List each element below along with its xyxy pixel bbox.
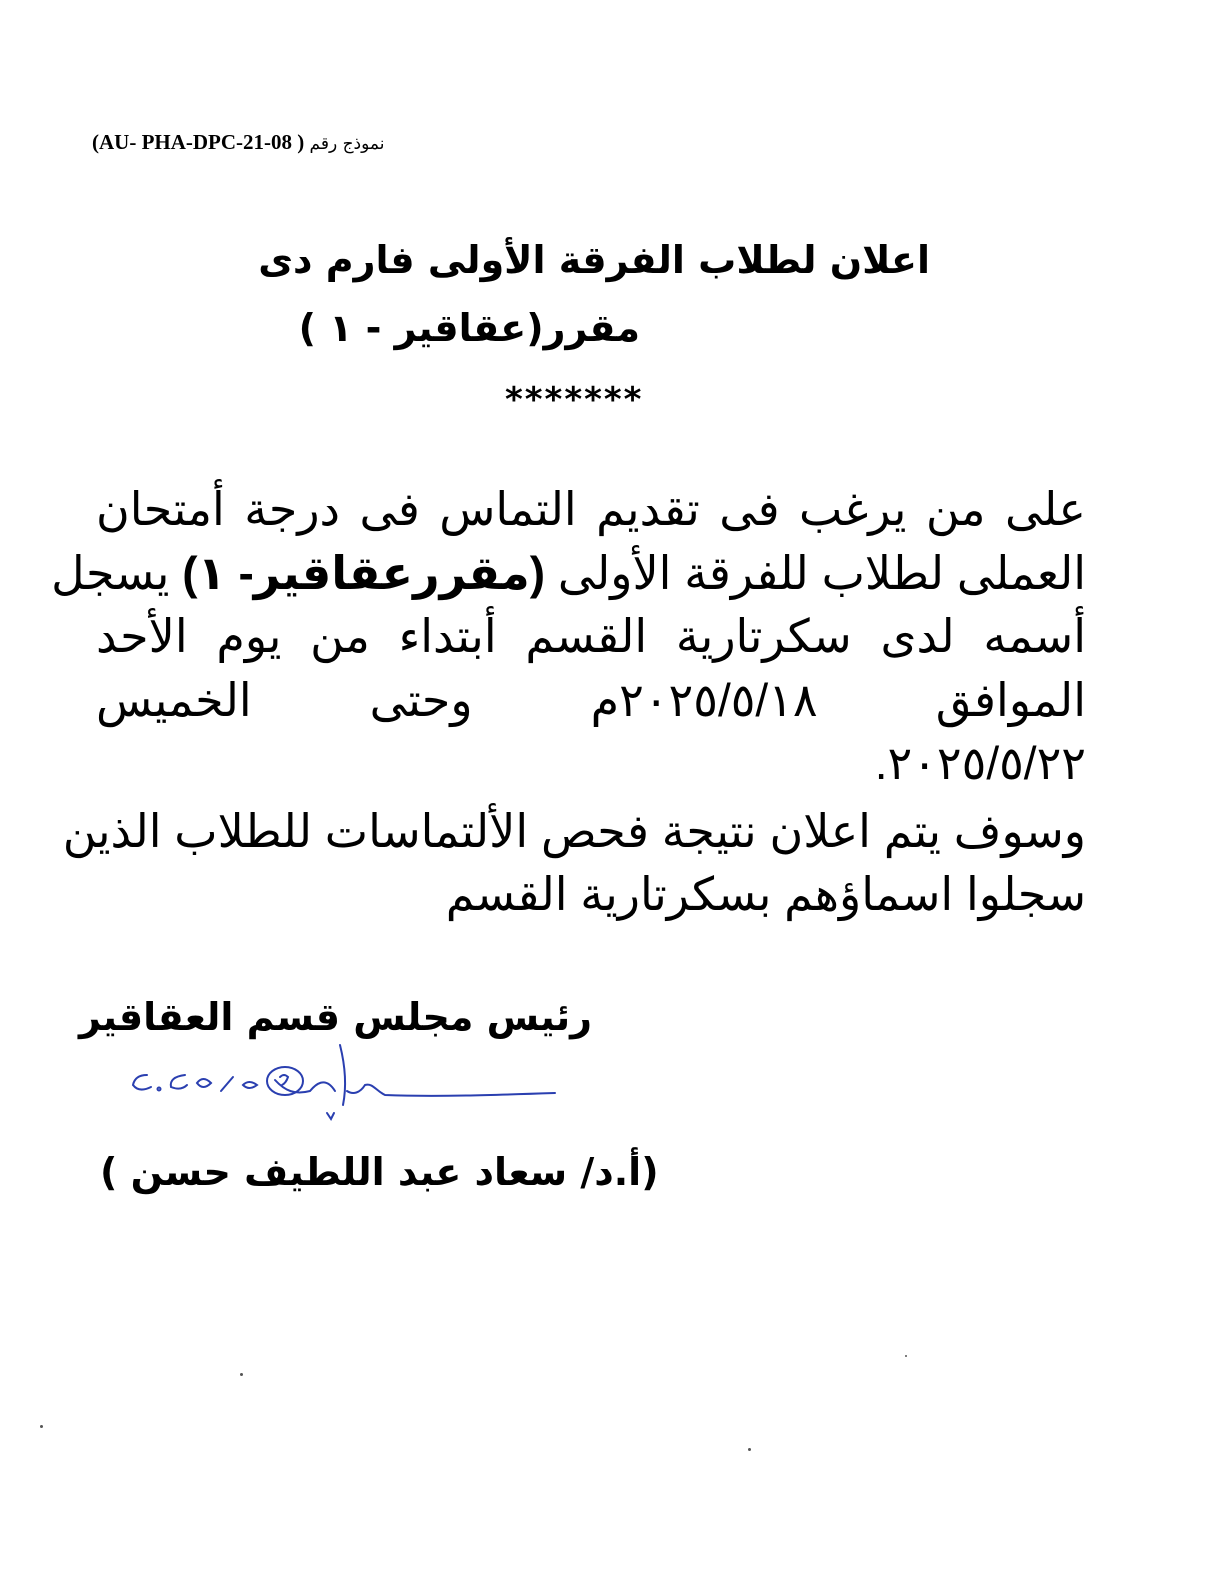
body-line: وسوف يتم اعلان نتيجة فحص الألتماسات للطلاب الذين [62, 804, 1086, 857]
course-title: مقرر(عقاقير - ١ ) [298, 306, 640, 350]
body-line [51, 542, 1086, 606]
scan-speck [240, 1373, 243, 1376]
body-line: سجلوا اسماؤهم بسكرتارية القسم [445, 868, 1086, 920]
body-line: ٢٠٢٥/٥/٢٢. [874, 737, 1086, 789]
form-code: (AU- PHA-DPC-21-08 ) [92, 130, 305, 154]
body-line: على من يرغب فى تقديم التماس فى درجة أمتحان [96, 483, 1086, 535]
body-line: أسمه لدى سكرتارية القسم أبتداء من يوم الأحد [96, 610, 1086, 662]
form-number [92, 130, 384, 155]
scan-speck [40, 1425, 43, 1428]
signatory-name: (أ.د/ سعاد عبد اللطيف حسن ) [100, 1150, 659, 1194]
announcement-body [51, 478, 1086, 927]
scan-speck [905, 1355, 907, 1357]
stars-divider: ******* [505, 380, 644, 420]
body-line: الموافق ٢٠٢٥/٥/١٨م وحتى الخميس [96, 673, 1086, 726]
body-text: العملى لطلاب للفرقة الأولى [557, 546, 1086, 599]
body-text: يسجل [51, 546, 170, 599]
scan-speck [748, 1448, 751, 1451]
signatory-title: رئيس مجلس قسم العقاقير [79, 995, 592, 1039]
handwritten-signature [115, 1035, 575, 1135]
course-name: (مقررعقاقير- ١) [182, 546, 546, 599]
announcement-title: اعلان لطلاب الفرقة الأولى فارم دى [258, 238, 930, 282]
form-number-label: نموذج رقم [309, 134, 385, 154]
